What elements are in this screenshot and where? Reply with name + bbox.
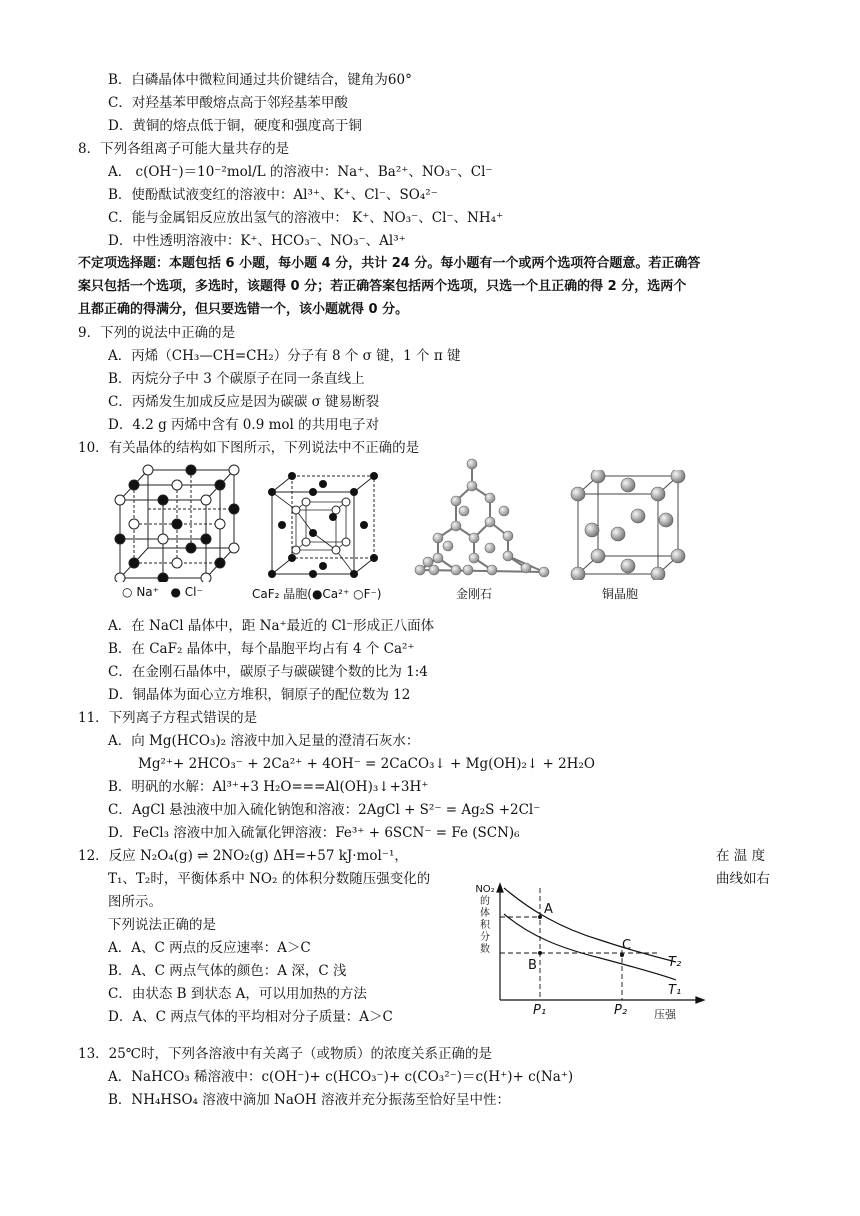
q11-option-c: C．AgCl 悬浊液中加入硫化钠饱和溶液：2AgCl + S²⁻ = Ag₂S +2Cl⁻ — [108, 802, 541, 818]
q8-option-a: A． c(OH⁻)＝10⁻²mol/L 的溶液中：Na⁺、Ba²⁺、NO₃⁻、Cl⁻ — [108, 164, 493, 180]
open-circle-icon: ○ — [122, 585, 133, 599]
q11-stem: 11．下列离子方程式错误的是 — [78, 710, 258, 726]
q12-option-c: C．由状态 B 到状态 A，可以用加热的方法 — [108, 986, 367, 1002]
nacl-structure-figure — [112, 462, 242, 582]
q7-option-c: C．对羟基苯甲酸熔点高于邻羟基苯甲酸 — [108, 95, 348, 111]
q12-graph-ylabel — [474, 884, 496, 956]
q11-option-b: B．明矾的水解：Al³⁺+3 H₂O===Al(OH)₃↓+3H⁺ — [108, 779, 429, 795]
q12-option-a: A．A、C 两点的反应速率：A＞C — [108, 940, 311, 956]
nacl-legend-na: Na⁺ — [136, 585, 159, 599]
p1-label: P₁ — [533, 1003, 547, 1018]
ylabel-line: 数 — [480, 944, 490, 955]
ylabel-line: 分 — [480, 932, 490, 943]
t1-label: T₁ — [668, 983, 682, 998]
caf2-structure-figure — [266, 472, 386, 582]
nacl-legend — [122, 585, 203, 599]
q11-option-a-equation: Mg²⁺+ 2HCO₃⁻ + 2Ca²⁺ + 4OH⁻ = 2CaCO₃↓ + Mg(OH)₂↓ + 2H₂O — [138, 756, 595, 772]
q8-option-c: C．能与金属铝反应放出氢气的溶液中： K⁺、NO₃⁻、Cl⁻、NH₄⁺ — [108, 210, 504, 226]
x-axis-label: 压强 — [654, 1008, 676, 1021]
copper-structure-figure — [570, 470, 690, 580]
q12-stem: 12．反应 N₂O₄(g) ⇌ 2NO₂(g) ΔH=+57 kJ·mol⁻¹， — [78, 848, 408, 864]
q12-option-d: D．A、C 两点气体的平均相对分子质量：A＞C — [108, 1009, 393, 1025]
q9-option-d: D．4.2 g 丙烯中含有 0.9 mol 的共用电子对 — [108, 417, 380, 433]
section-instructions-1: 不定项选择题：本题包括 6 小题，每小题 4 分，共计 24 分。每小题有一个或两个选项符合题意。若正确答 — [78, 256, 701, 271]
q9-stem: 9．下列的说法中正确的是 — [78, 325, 236, 341]
ylabel-line: 体 — [480, 908, 490, 919]
q9-option-b: B．丙烷分子中 3 个碳原子在同一条直线上 — [108, 371, 365, 387]
q13-stem: 13．25℃时，下列各溶液中有关离子（或物质）的浓度关系正确的是 — [78, 1046, 492, 1062]
q8-option-d: D．中性透明溶液中：K⁺、HCO₃⁻、NO₃⁻、Al³⁺ — [108, 233, 406, 249]
q12-stem-line2-right: 曲线如右 — [716, 871, 770, 887]
q8-stem: 8．下列各组离子可能大量共存的是 — [78, 141, 290, 157]
diamond-caption: 金刚石 — [456, 587, 493, 601]
t2-label: T₂ — [668, 955, 682, 970]
section-instructions-2: 案只包括一个选项，多选时，该题得 0 分；若正确答案包括两个选项，只选一个且正确的得 2 分，选两个 — [78, 279, 687, 294]
q10-option-c: C．在金刚石晶体中，碳原子与碳碳键个数的比为 1:4 — [108, 664, 428, 680]
q13-option-a: A．NaHCO₃ 稀溶液中：c(OH⁻)+ c(HCO₃⁻)+ c(CO₃²⁻)＝c(H⁺)+ c(Na⁺) — [108, 1069, 574, 1085]
point-a-label: A — [544, 902, 553, 917]
q12-prompt: 下列说法正确的是 — [108, 917, 216, 933]
q12-stem-right: 在 温 度 — [716, 848, 766, 864]
q12-stem-line3: 图所示。 — [108, 894, 162, 910]
q11-option-a: A．向 Mg(HCO₃)₂ 溶液中加入足量的澄清石灰水： — [108, 733, 420, 749]
p2-label: P₂ — [614, 1003, 628, 1018]
point-c-label: C — [622, 938, 632, 953]
ylabel-line: 积 — [480, 920, 490, 931]
nacl-legend-cl: Cl⁻ — [184, 585, 203, 599]
caf2-caption: CaF₂ 晶胞(●Ca²⁺ ○F⁻) — [252, 587, 382, 601]
section-instructions-3: 且都正确的得满分，但只要选错一个，该小题就得 0 分。 — [78, 302, 409, 317]
q12-stem-line2: T₁、T₂时，平衡体系中 NO₂ 的体积分数随压强变化的 — [108, 871, 431, 887]
q10-option-a: A．在 NaCl 晶体中，距 Na⁺最近的 Cl⁻形成正八面体 — [108, 618, 435, 634]
q13-option-b: B．NH₄HSO₄ 溶液中滴加 NaOH 溶液并充分振荡至恰好呈中性： — [108, 1092, 510, 1108]
point-b-label: B — [528, 958, 537, 973]
q11-option-d: D．FeCl₃ 溶液中加入硫氰化钾溶液：Fe³⁺ + 6SCN⁻ = Fe (SCN)₆ — [108, 825, 520, 841]
q7-option-b: B．白磷晶体中微粒间通过共价键结合，键角为60° — [108, 72, 412, 88]
q10-option-d: D．铜晶体为面心立方堆积，铜原子的配位数为 12 — [108, 687, 411, 703]
q7-option-d: D．黄铜的熔点低于铜，硬度和强度高于铜 — [108, 118, 362, 134]
q10-option-b: B．在 CaF₂ 晶体中，每个晶胞平均占有 4 个 Ca²⁺ — [108, 641, 415, 657]
q10-stem: 10．有关晶体的结构如下图所示，下列说法中不正确的是 — [78, 440, 420, 456]
q8-option-b: B．使酚酞试液变红的溶液中：Al³⁺、K⁺、Cl⁻、SO₄²⁻ — [108, 187, 438, 203]
ylabel-line: 的 — [480, 896, 490, 907]
q9-option-a: A．丙烯（CH₃—CH=CH₂）分子有 8 个 σ 键，1 个 π 键 — [108, 348, 461, 364]
filled-circle-icon: ● — [170, 585, 181, 599]
copper-caption: 铜晶胞 — [602, 587, 639, 601]
q12-option-b: B．A、C 两点气体的颜色：A 深，C 浅 — [108, 963, 347, 979]
diamond-structure-figure — [404, 456, 554, 581]
q9-option-c: C．丙烯发生加成反应是因为碳碳 σ 键易断裂 — [108, 394, 380, 410]
ylabel-line: NO₂ — [475, 884, 495, 895]
